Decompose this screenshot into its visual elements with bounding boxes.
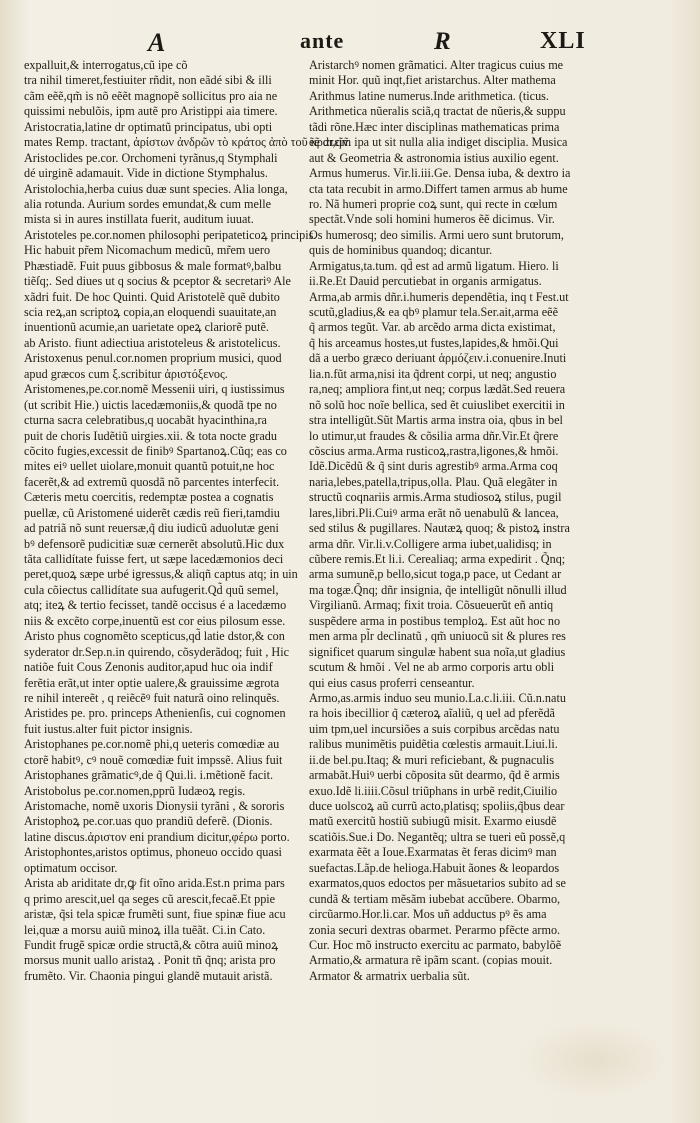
text-line: Armus humerus. Vir.li.iii.Ge. Densa iuba, & dextro ia xyxy=(309,166,571,181)
text-line: mites eiꝰ uellet uiolare,monuit quantũ potuit,ne hoc xyxy=(24,459,275,474)
text-line: Cæteris metu coercitis, redemptæ postea a cognatis xyxy=(24,490,274,505)
header-right-letter: R xyxy=(434,28,451,55)
text-line: Os humerosq; deo similis. Armi uero sunt brutorum, xyxy=(309,227,564,242)
text-line: spectãt.Vnde soli homini humeros ẽẽ dicimus. Vir. xyxy=(309,212,555,227)
text-line: Aristomache, nomẽ uxoris Dionysii tyrãni , & sororis xyxy=(24,799,285,813)
text-line: cõcito fugies,excessit de finibꝰ Spartanoꝝ.Cũq; eas co xyxy=(24,443,287,458)
text-line: sed stilus & pugillares. Nautæꝝ quoq; & pistoꝝ instra xyxy=(309,521,570,536)
text-line: quis de hominibus quandoq; dicantur. xyxy=(309,243,493,258)
left-text-column xyxy=(24,58,352,984)
header-center-word: ante xyxy=(300,28,345,53)
text-line: lares,libri.Pli.Cuiꝰ arma erãt nõ uenabulũ & lancea, xyxy=(309,505,559,520)
text-line: morsus munit uallo aristaꝝ . Ponit tñ q̃nq; arista pro xyxy=(24,953,276,968)
text-line: tiẽſq;. Sed diues ut q socius & pceptor & secretariꝰ Ale xyxy=(24,274,291,289)
text-line: Aristides pe. pro. princeps Athenienſis, cui cognomen xyxy=(24,706,286,721)
text-line: peret,quoꝝ sæpe urbé igressus,& aliqñ captus atq; in uin xyxy=(24,567,298,582)
text-line: Arista ab ariditate dr,ꝙ fit oĩno arida.Est.n prima pars xyxy=(24,876,285,891)
text-line: zonia securi dextras obarmet. Perarmo pfẽcte armo. xyxy=(309,922,561,937)
text-line: fuit iustus.alter fuit pictor insignis. xyxy=(24,721,193,736)
paper-stain xyxy=(520,1020,670,1100)
text-line: ii.Re.Et Dauid percutiebat in organis armigatus. xyxy=(309,274,542,289)
text-line: cta tata recubit in armo.Differt tamen armus ab hume xyxy=(309,181,568,196)
text-line: Cur. Hoc mõ instructo exercitu ac parmato, babylõẽ xyxy=(309,937,562,952)
text-line: lo utimur,ut fraudes & cõsilia arma dñr.Vir.Et q̃rere xyxy=(309,428,559,443)
right-text-column xyxy=(309,58,599,984)
text-line: Phæstiadẽ. Fuit puus gibbosus & male formatꝰ,balbu xyxy=(24,258,282,273)
text-line: arma sumunẽ,p bello,sicut toga,p pace, ut Cedant ar xyxy=(309,567,562,582)
text-line: niis & excẽto corpe,inuentũ est cor eius pilosum esse. xyxy=(24,613,286,628)
text-line: Aristophontes,aristos optimus, phoneuo occido quasi xyxy=(24,845,282,860)
text-line: mista si in aures instillata fuerit, auditum iuuat. xyxy=(24,212,254,227)
running-header xyxy=(0,28,700,58)
text-line: ro. Nã humeri proprie coꝝ sunt, qui recte in cœlum xyxy=(309,196,558,211)
text-line: Arithmetica nũeralis sciã,q tractat de nũeris,& suppu xyxy=(309,104,566,119)
text-line: armabãt.Huiꝰ uerbi cõposita sũt dearmo, q̃d ẽ armis xyxy=(309,768,560,783)
text-line: ferẽtia erãt,ut inter optie ualere,& grauissime ægrota xyxy=(24,675,280,690)
text-line: Aristobolus pe.cor.nomen,pprũ Iudæoꝝ regis. xyxy=(24,783,246,798)
text-line: optimatum occisor. xyxy=(24,860,118,875)
text-line: puit de choris Iudẽtiũ uirgies.xii. & tota nocte gradu xyxy=(24,428,277,443)
text-line: stra intelligũt.Sũt Martis arma instra oia, qbus in bel xyxy=(309,413,563,428)
text-line: naria,lebes,patella,tripus,olla. Plau. Quã elegãter in xyxy=(309,474,558,489)
text-line: Aristophanes grãmaticꝰ,de q̃ Qui.li. i.mẽtionẽ facit. xyxy=(24,768,274,783)
folio-number: XLI xyxy=(540,28,586,54)
text-line: cundã & tertiam mẽsãm iubebat accũbere. Obarmo, xyxy=(309,891,561,906)
text-line: Aristarchꝰ nomen grãmatici. Alter tragicus cuius me xyxy=(309,58,564,72)
text-line: Arithmus latine numerus.Inde arithmetica. (ticus. xyxy=(309,88,549,103)
text-line: ra,neq; ampliora fint,ut neq; corpus lædãt.Sed reuera xyxy=(309,382,566,397)
text-line: circũarmo.Hor.li.car. Mos uñ adductus pꝰ ẽs ama xyxy=(309,907,547,922)
text-line: Aristo phus cognomẽto scepticus,qd̃ latie dstor,& con xyxy=(24,629,285,644)
header-left-letter: A xyxy=(148,28,166,57)
text-line: tra nihil timeret,festiuiter rñdit, non eãdé sibi & illi xyxy=(24,73,272,88)
text-line: Aristophoꝝ pe.cor.uas quo prandiũ deferẽ. (Dionis. xyxy=(24,814,273,829)
text-line: Aristophanes pe.cor.nomẽ phi,q ueteris comœdiæ au xyxy=(24,737,280,752)
text-line: Hic habuit pr̃em Nicomachum medicũ, mr̃em uero xyxy=(24,243,271,258)
text-line: structũ coqnariis armis.Arma studiosoꝝ stilus, pugil xyxy=(309,490,562,505)
text-line: mates Remp. tractant, ἀρίστων ἀνδρῶν τὸ κράτος ἀπὸ τοῦ κρατεῖν. xyxy=(24,135,352,150)
text-line: Aristolochia,herba cuius duæ sunt species. Alia longa, xyxy=(24,181,288,196)
text-line: q primo arescit,uel qa seges cũ arescit,fecaẽ.Et ppie xyxy=(24,891,276,906)
text-line: ẽẽ dr,qm̃ ipa ut sit nulla alia indiget disciplia. Musica xyxy=(309,135,568,150)
text-line: exarmata ẽẽt a Ioue.Exarmatas ẽt feras dicimꝰ man xyxy=(309,845,557,860)
text-line: suefactas.Lãp.de helioga.Habuit ãones & leopardos xyxy=(309,860,560,875)
text-line: Armigatus,ta.tum. qd̃ est ad armũ ligatum. Hiero. li xyxy=(309,258,559,273)
text-line: men arma pl̃r declinatũ , qm̃ uniuocũ sit & plures res xyxy=(309,629,566,644)
text-line: facerẽt,& ad extremũ quosdã nõ parcentes interfecit. xyxy=(24,474,280,489)
text-line: Virgilianũ. Armaq; fixit troia. Cõsueuerũt eñ antiq xyxy=(309,598,554,613)
text-line: nõ solũ hoc noĩe bellica, sed ẽt cuiuslibet exercitii in xyxy=(309,397,565,412)
text-line: scia reꝝ,an scriptoꝝ copia,an eloquendi suauitate,an xyxy=(24,305,277,319)
text-line: matũ exercitũ hostiũ subiugũ misit. Exarmo eiusdẽ xyxy=(309,814,557,829)
text-line: cõscius arma.Arma rusticoꝝ,rastra,ligones,& hmõi. xyxy=(309,443,559,458)
text-line: scutum & hmõi . Vel ne ab armo corporis artu obli xyxy=(309,660,555,675)
text-line: Aristocratia,latine dr optimatũ principatus, ubi opti xyxy=(24,119,273,134)
text-line: alia rotunda. Aurium sordes emundat,& cum melle xyxy=(24,196,272,211)
text-line: significet quarum singulæ habent sua noĩa,ut gladius xyxy=(309,644,566,659)
text-line: ad patriã nõ sunt reuersæ,q̃ diu iudicũ aduolutæ geni xyxy=(24,521,279,536)
text-line: duce uolscoꝝ aũ currũ acto,platisq; spoliis,q̃bus dear xyxy=(309,799,565,813)
text-line: (ut scribit Hie.) uictis lacedæmoniis,& quodã tpe no xyxy=(24,397,277,412)
text-line: frumẽto. Vir. Chaonia pingui glandẽ mutauit aristã. xyxy=(24,968,273,983)
text-line: exuo.Idẽ li.iiii.Cõsul triũphans in urbẽ redit,Ciuilio xyxy=(309,783,558,798)
text-line: ii.de bel.pu.Itaq; & muri reficiebant, & pugnaculis xyxy=(309,752,555,767)
text-line: apud græcos cum ξ.scribitur ἀριστόξενος. xyxy=(24,366,228,381)
text-line: q̃ his arceamus hostes,ut fustes,lapides,& hmõi.Qui xyxy=(309,335,559,350)
text-line: arma dñr. Vir.li.v.Colligere arma iubet,ualidisq; in xyxy=(309,536,552,551)
text-line: ra hois ibecillior q̃ cæteroꝝ aĩaliũ, q uel ad pferẽdã xyxy=(309,706,555,721)
text-line: ctorẽ habitꝰ, cꝰ nouẽ comœdiæ fuit impssẽ. Alius fuit xyxy=(24,752,283,767)
text-line: natiõe fuit Cous Zenonis auditor,apud huc oia indif xyxy=(24,660,273,675)
text-line: tãta callidítate fuisse fert, ut sæpe lacedæmonios deci xyxy=(24,552,284,566)
text-line: Arma,ab armis dñr.i.humeris dependẽtia, inq t Fest.ut xyxy=(309,289,569,304)
text-line: scutũ,gladius,& ea qbꝰ plamur tela.Ser.ait,arma eẽẽ xyxy=(309,305,558,319)
text-line: lei,quæ a morsu auiũ minoꝝ illa tuẽãt. Ci.in Cato. xyxy=(24,922,266,937)
text-line: dé uirginẽ adamauit. Vide in dictione Stymphalus. xyxy=(24,166,268,181)
text-line: exarmatos,quos edoctos per mãsuetarios subito ad se xyxy=(309,876,566,891)
text-line: lia.n.fũt arma,nisi ita q̃drent corpi, ut neq; angustio xyxy=(309,366,557,381)
text-line: uim tpm,uel incursiões a suis corpibus arcẽdas natu xyxy=(309,721,560,736)
text-line: Aristoclides pe.cor. Orchomeni tyrãnus,q Stymphali xyxy=(24,150,278,165)
text-line: syderator dr.Sep.n.in quirendo, cõsyderãdoq; fuit , Hic xyxy=(24,644,290,659)
text-line: cũbere remis.Et li.i. Cerealiaq; arma expedirit . Q̃nq; xyxy=(309,552,566,566)
text-line: ab Aristo. fiunt adiectiua aristoteleus & aristotelicus. xyxy=(24,335,281,350)
text-line: Armatio,& armatura rẽ ipãm scant. (copias mouit. xyxy=(309,953,553,968)
text-line: quissimi nebulõis, ipm autẽ pro Aristippi aia timere. xyxy=(24,104,278,119)
text-line: ma togæ.Q̃nq; dñr insignia, q̃e intelligũt nõnulli illud xyxy=(309,582,567,597)
text-line: aut & Geometria & astronomia istius auxilio egent. xyxy=(309,150,559,165)
text-line: cãm eẽẽ,qm̃ is nõ eẽẽt magnopẽ sollicitus pro aia ne xyxy=(24,88,278,103)
text-line: expalluit,& interrogatus,cũ ipe cõ xyxy=(24,58,188,72)
text-line: ralibus munimẽtis puidẽtia cœlestis armauit.Liui.li. xyxy=(309,737,558,752)
text-line: minit Hor. quũ inqt,fiet aristarchus. Alter mathema xyxy=(309,73,556,88)
text-line: inuentionũ acumie,an uarietate opeꝝ clariorẽ putẽ. xyxy=(24,320,269,335)
text-line: Aristoxenus penul.cor.nomen proprium musici, quod xyxy=(24,351,282,366)
text-line: Aristoteles pe.cor.nomen philosophi peripateticoꝝ principis. xyxy=(24,227,317,242)
text-line: tãdi rõne.Hæc inter disciplinas mathematicas prima xyxy=(309,119,560,134)
text-line: re nihil intereẽt , q reiẽcẽꝰ fuit naturã oino relinquẽs. xyxy=(24,690,280,705)
text-line: suspẽdere arma in postibus temploꝝ. Est aũt hoc no xyxy=(309,613,561,628)
text-line: qui eius casus proferri censeantur. xyxy=(309,675,475,690)
text-line: aristæ, q̃si tela spicæ frumẽti sunt, fiue spinæ fiue acu xyxy=(24,907,286,922)
text-line: latine discus.ἀριστον eni prandium dicitur,φέρω porto. xyxy=(24,829,290,844)
text-line: q̃ armos tegũt. Var. ab arcẽdo arma dicta existimat, xyxy=(309,320,556,335)
text-line: Fundit frugẽ spicæ ordie structã,& cõtra auiũ minoꝝ xyxy=(24,937,279,952)
text-line: Armo,as.armis induo seu munio.La.c.li.iii. Cũ.n.natu xyxy=(309,690,566,705)
text-line: cturna sacra celebratibus,q uocabãt hyacinthina,ra xyxy=(24,413,267,428)
text-line: scatiõis.Sue.i Do. Negantẽq; ultra se tueri eũ possẽ,q xyxy=(309,829,566,844)
text-line: Aristomenes,pe.cor.nomẽ Messenii uiri, q iustissimus xyxy=(24,382,285,397)
text-line: Idẽ.Dicẽdũ & q̃ sint duris agrestibꝰ arma.Arma coq xyxy=(309,459,558,474)
text-line: bꝰ defensorẽ pudicitiæ suæ cernerẽt absolutũ.Hic dux xyxy=(24,536,285,551)
text-line: puellæ, cũ Aristomené uiderẽt cædis reũ fieri,tamdiu xyxy=(24,505,280,520)
text-line: dã a uerbo græco deriuant ἁρμόζειν.i.conuenire.Inuti xyxy=(309,351,567,366)
text-line: atq; iteꝝ & tertio fecisset, tandẽ occisus é a lacedæmo xyxy=(24,598,287,613)
text-line: xãdri fuit. De hoc Quinti. Quid Aristotelẽ quẽ dubito xyxy=(24,289,280,304)
text-line: cula cõiectus callidítate sua aufugerit.Qd̃ quũ semel, xyxy=(24,582,279,597)
text-line: Armator & armatrix uerbalia sũt. xyxy=(309,968,470,983)
